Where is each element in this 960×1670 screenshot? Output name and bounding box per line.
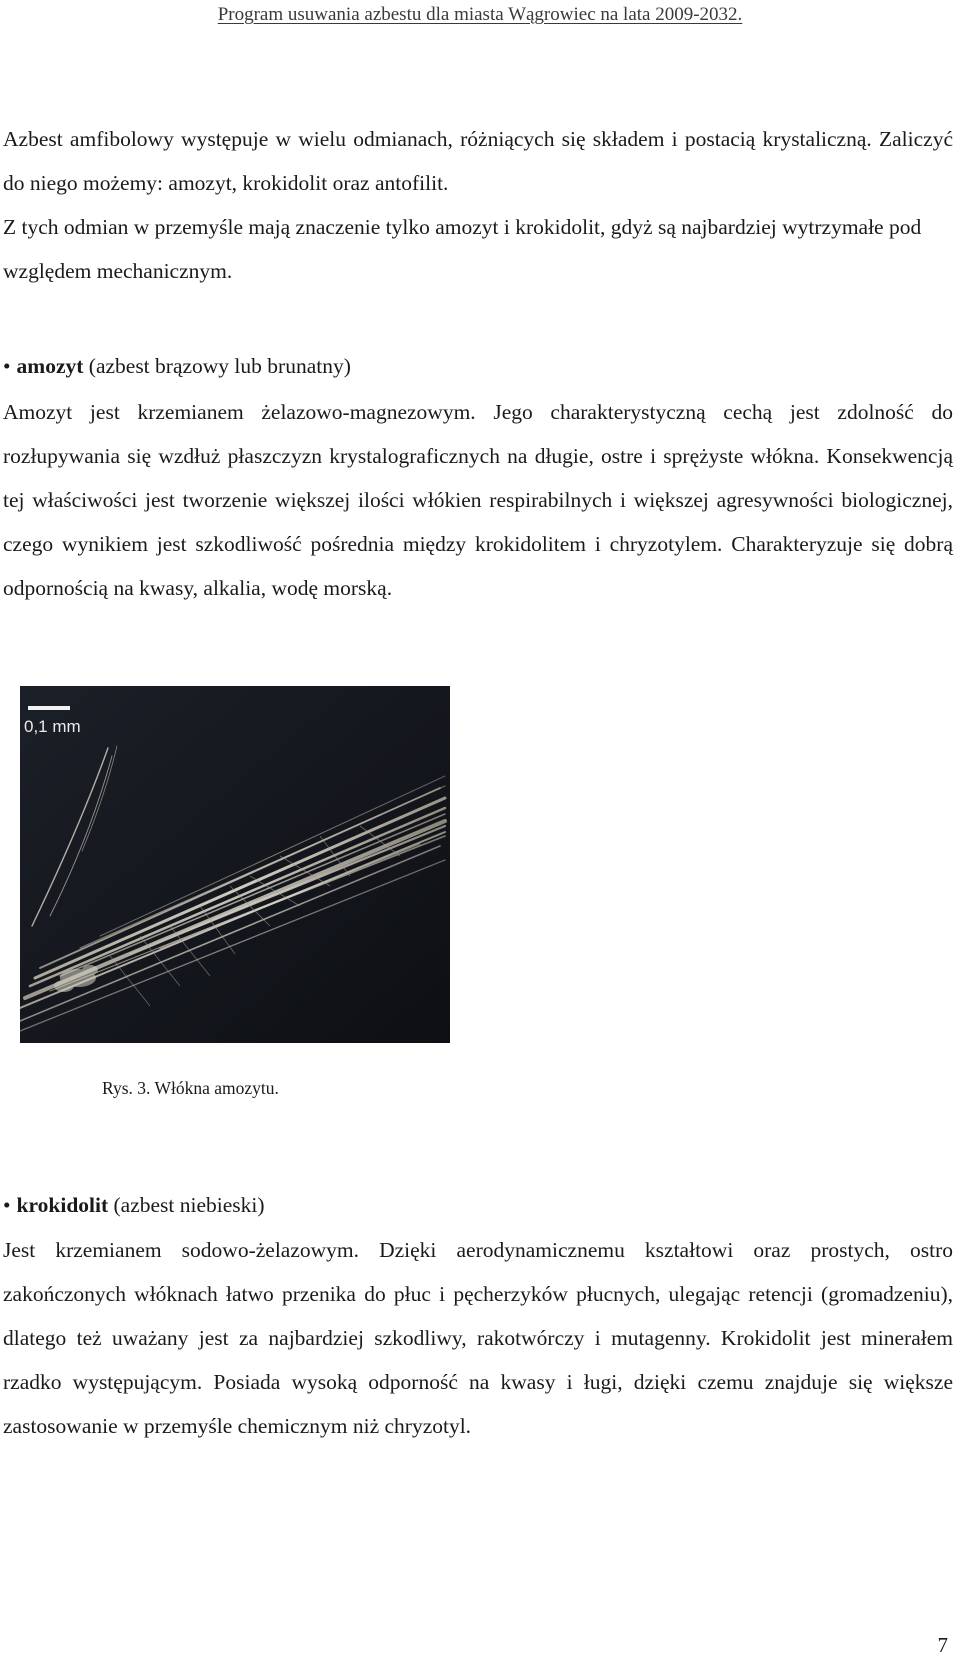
amosite-fibers-image: [20, 686, 450, 1043]
amozyt-qualifier: (azbest brązowy lub brunatny): [88, 354, 351, 378]
page-number: 7: [937, 1633, 948, 1657]
amozyt-description: Amozyt jest krzemianem żelazowo-magnezowym. Jego charakterystyczną cechą jest zdolność do rozłupywania się wzdłuż płaszczyzn krystalograficznych na długie, ostre i sprężyste włókna. Konsekwencją tej właściwości jest tworzenie większej ilości włókien respirabilnych i większej agresywności biologicznej, czego wynikiem jest szkodliwość pośrednia między krokidolitem i chryzotylem. Charakteryzuje się dobrą odpornością na kwasy, alkalia, wodę morską.: [3, 400, 953, 600]
scale-label: 0,1 mm: [24, 717, 81, 736]
amozyt-heading: [3, 351, 351, 381]
page-header: [0, 4, 960, 26]
bullet-icon: •: [3, 354, 11, 378]
krokidolit-description: Jest krzemianem sodowo-żelazowym. Dzięki aerodynamicznemu kształtowi oraz prostych, ostro zakończonych włóknach łatwo przenika do płuc i pęcherzyków płucnych, ulegając retencji (gromadzeniu), dlatego też uważany jest za najbardziej szkodliwy, rakotwórczy i mutagenny. Krokidolit jest minerałem rzadko występującym. Posiada wysoką odporność na kwasy i ługi, dzięki czemu znajduje się większe zastosowanie w przemyśle chemicznym niż chryzotyl.: [3, 1238, 953, 1438]
amozyt-term: amozyt: [16, 354, 84, 378]
krokidolit-term: krokidolit: [16, 1193, 109, 1217]
bullet-icon: •: [3, 1193, 11, 1217]
scale-bar: [28, 706, 70, 710]
intro-paragraph: Azbest amfibolowy występuje w wielu odmianach, różniących się składem i postacią krystaliczną. Zaliczyć do niego możemy: amozyt, krokidolit oraz antofilit.: [3, 127, 953, 195]
header-title: Program usuwania azbestu dla miasta Wągrowiec na lata 2009-2032.: [217, 4, 743, 25]
krokidolit-qualifier: (azbest niebieski): [113, 1193, 265, 1217]
intro-paragraph-2: Z tych odmian w przemyśle mają znaczenie tylko amozyt i krokidolit, gdyż są najbardziej wytrzymałe pod względem mechanicznym.: [3, 215, 922, 283]
figure-caption: Rys. 3. Włókna amozytu.: [102, 1078, 279, 1098]
krokidolit-heading: [3, 1190, 265, 1220]
